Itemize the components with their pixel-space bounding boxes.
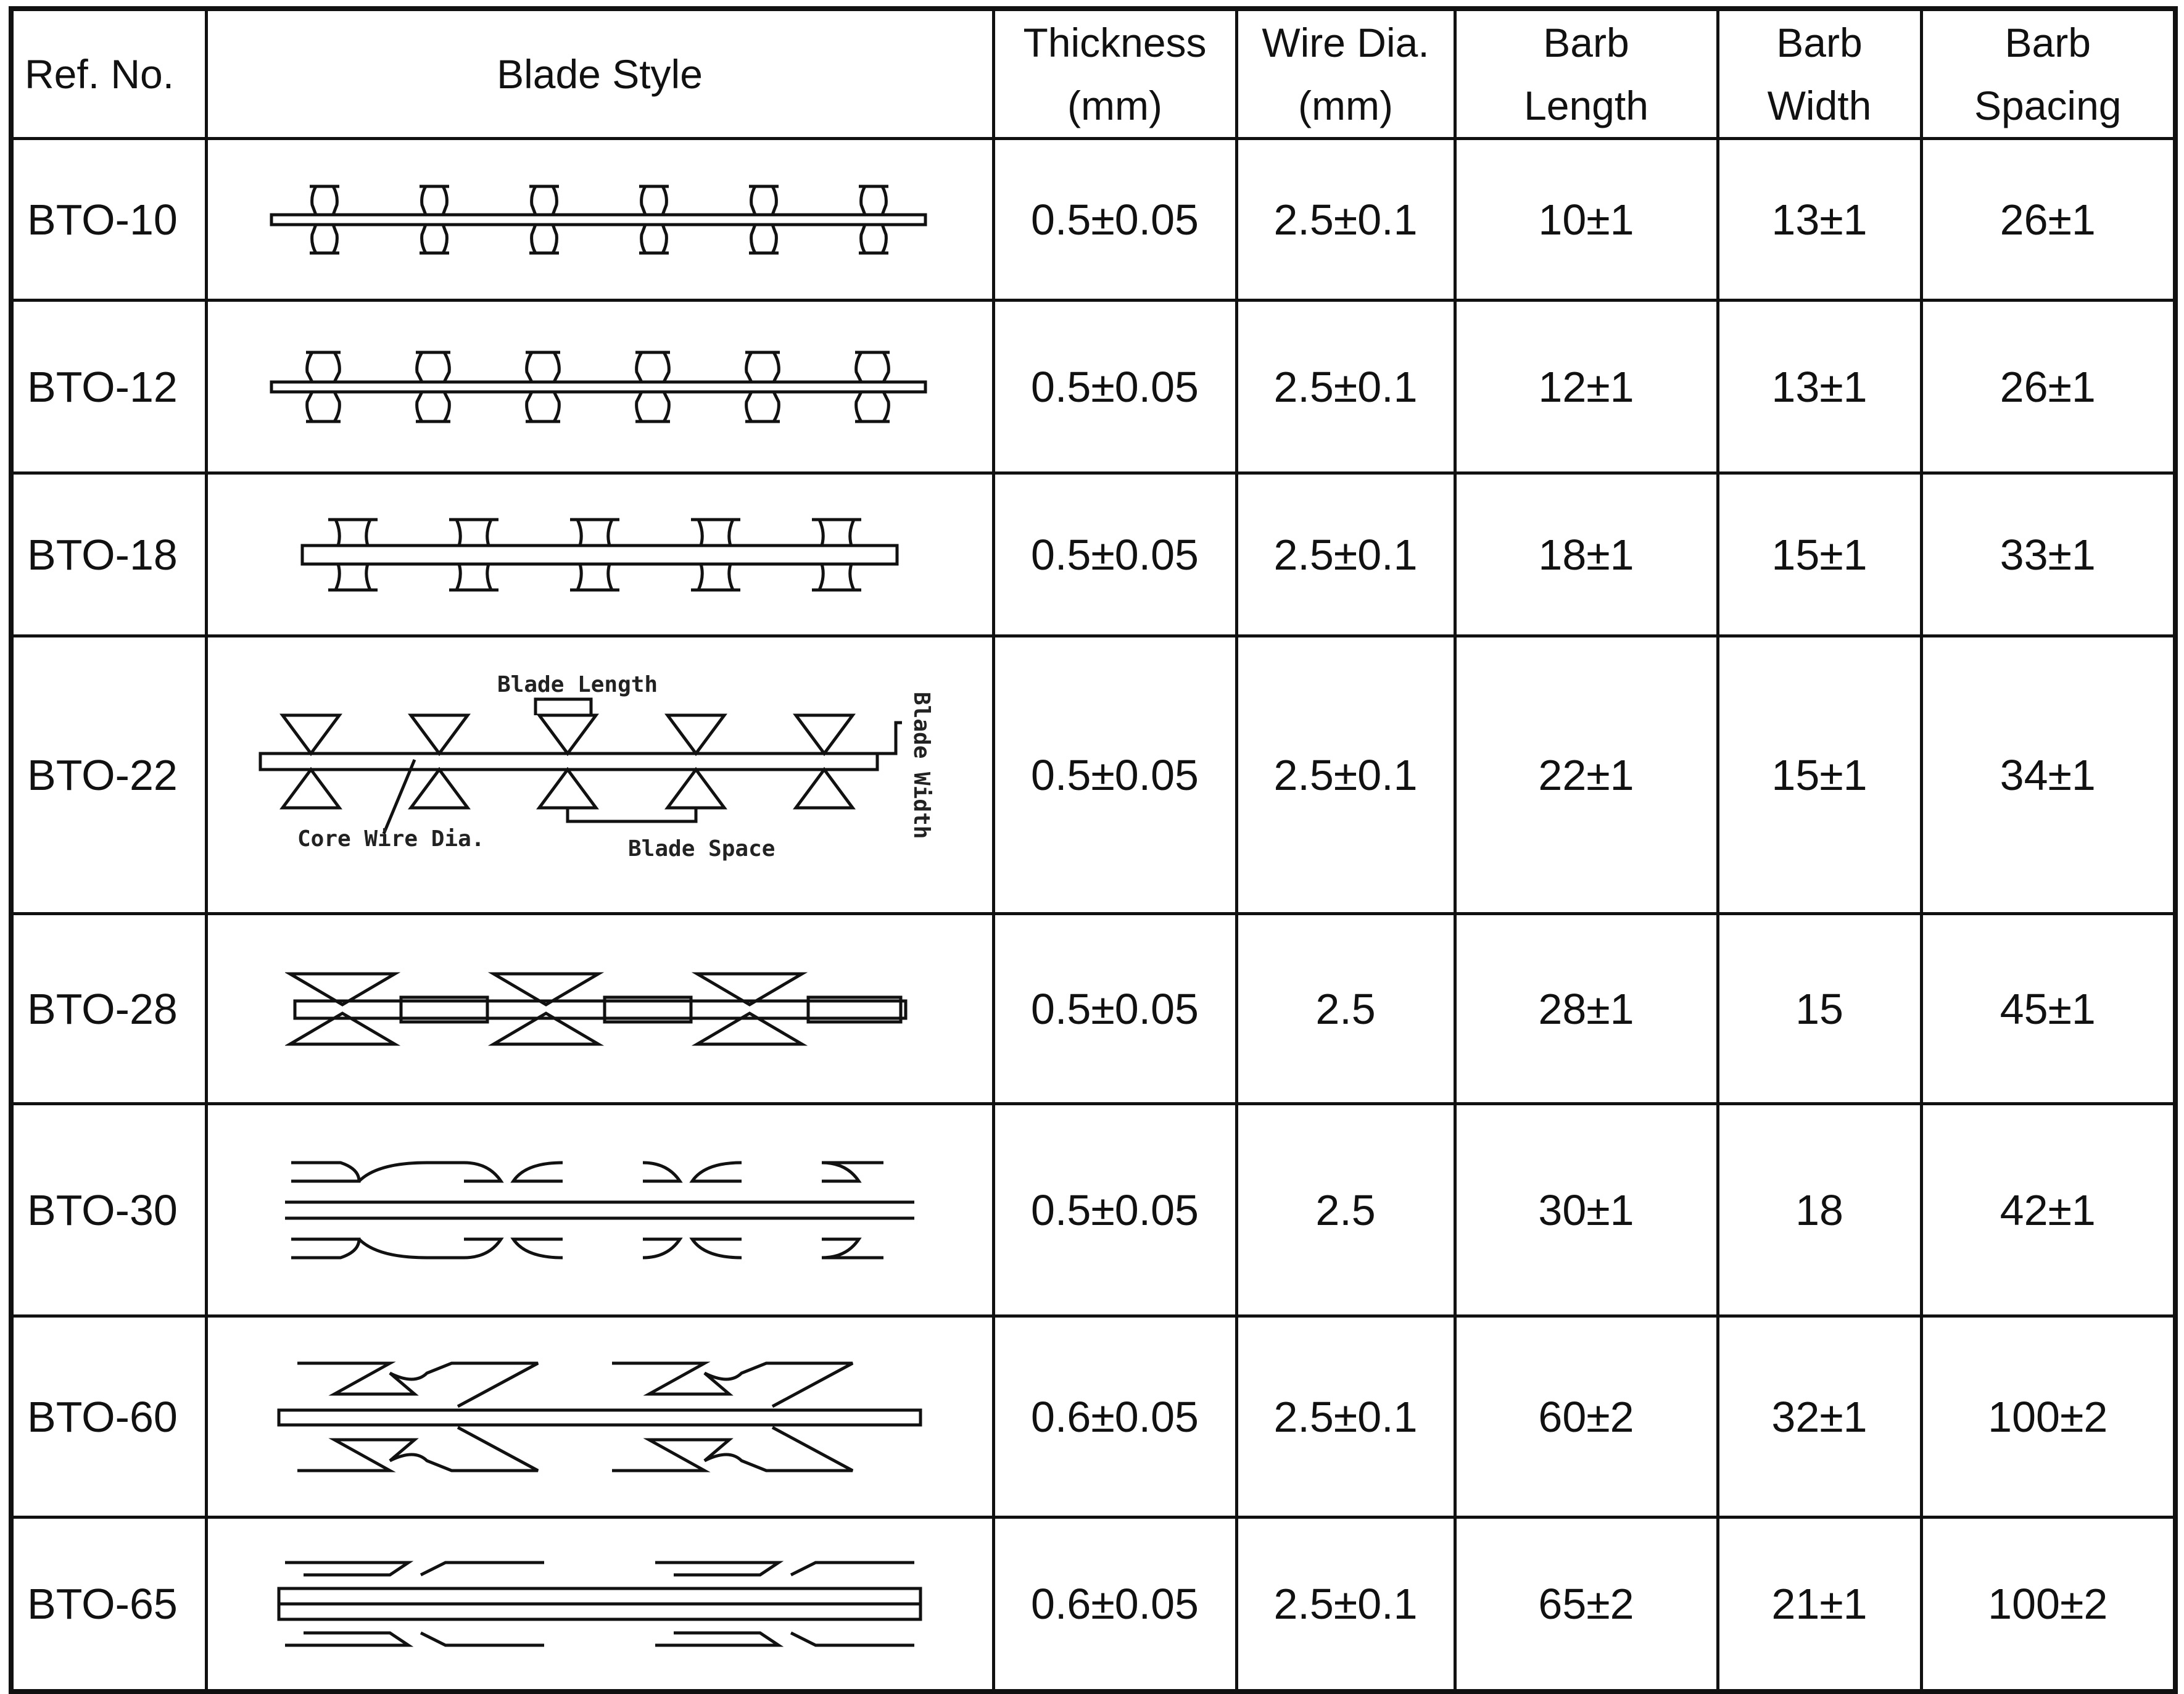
barb-width-cell: 13±1 (1718, 139, 1921, 301)
blade-bto-60-drawing (273, 1358, 927, 1476)
ref-cell: BTO-30 (11, 1104, 206, 1316)
wire-dia-cell: 2.5 (1236, 1104, 1455, 1316)
table-row (11, 473, 2175, 636)
table-row (11, 1316, 2175, 1518)
barb-width-cell: 15±1 (1718, 473, 1921, 636)
blade-bto-22-drawing (248, 673, 951, 877)
barb-length-cell: 18±1 (1455, 473, 1718, 636)
wire-dia-cell: 2.5±0.1 (1236, 473, 1455, 636)
blade-length-label: Blade Length (497, 673, 658, 697)
blade-bto-12-drawing (267, 350, 933, 424)
blade-bto-30-drawing (279, 1158, 920, 1263)
barb-spacing-cell: 34±1 (1921, 636, 2175, 914)
barb-length-cell: 60±2 (1455, 1316, 1718, 1518)
ref-cell: BTO-22 (11, 636, 206, 914)
barb-spacing-cell: 33±1 (1921, 473, 2175, 636)
spec-table (9, 6, 2178, 1694)
blade-style-cell (206, 473, 993, 636)
table-row (11, 139, 2175, 301)
thickness-cell: 0.5±0.05 (993, 473, 1236, 636)
blade-bto-10-drawing (267, 183, 933, 257)
blade-style-cell (206, 1316, 993, 1518)
header-barb-width (1718, 9, 1921, 139)
barb-length-cell: 65±2 (1455, 1518, 1718, 1692)
thickness-cell: 0.6±0.05 (993, 1316, 1236, 1518)
barb-length-cell: 22±1 (1455, 636, 1718, 914)
barb-spacing-cell: 100±2 (1921, 1316, 2175, 1518)
header-wire-dia-line2: (mm) (1298, 83, 1393, 128)
ref-cell: BTO-65 (11, 1518, 206, 1692)
header-wire-dia (1236, 9, 1455, 139)
wire-dia-cell: 2.5±0.1 (1236, 301, 1455, 473)
blade-style-cell (206, 1518, 993, 1692)
barb-length-cell: 28±1 (1455, 914, 1718, 1104)
blade-style-cell (206, 301, 993, 473)
header-thickness-line1: Thickness (1023, 20, 1207, 65)
blade-width-label: Blade Width (909, 691, 934, 839)
barb-width-cell: 13±1 (1718, 301, 1921, 473)
header-barb-length-line2: Length (1524, 83, 1648, 128)
barb-width-cell: 21±1 (1718, 1518, 1921, 1692)
barb-length-cell: 12±1 (1455, 301, 1718, 473)
blade-bto-28-drawing (285, 969, 914, 1049)
wire-dia-cell: 2.5±0.1 (1236, 139, 1455, 301)
ref-cell: BTO-10 (11, 139, 206, 301)
thickness-cell: 0.5±0.05 (993, 636, 1236, 914)
header-thickness-line2: (mm) (1067, 83, 1162, 128)
table-row (11, 636, 2175, 914)
ref-cell: BTO-60 (11, 1316, 206, 1518)
ref-cell: BTO-28 (11, 914, 206, 1104)
barb-spacing-cell: 100±2 (1921, 1518, 2175, 1692)
header-barb-length (1455, 9, 1718, 139)
table-row (11, 914, 2175, 1104)
wire-dia-cell: 2.5±0.1 (1236, 1518, 1455, 1692)
header-barb-spacing (1921, 9, 2175, 139)
barb-spacing-cell: 26±1 (1921, 301, 2175, 473)
header-wire-dia-line1: Wire Dia. (1262, 20, 1429, 65)
core-wire-dia-label: Core Wire Dia. (297, 826, 485, 852)
barb-length-cell: 10±1 (1455, 139, 1718, 301)
barb-length-cell: 30±1 (1455, 1104, 1718, 1316)
header-barb-spacing-line2: Spacing (1974, 83, 2122, 128)
barb-width-cell: 32±1 (1718, 1316, 1921, 1518)
barb-spacing-cell: 42±1 (1921, 1104, 2175, 1316)
ref-cell: BTO-12 (11, 301, 206, 473)
header-barb-width-line2: Width (1767, 83, 1872, 128)
header-thickness (993, 9, 1236, 139)
wire-dia-cell: 2.5 (1236, 914, 1455, 1104)
thickness-cell: 0.5±0.05 (993, 914, 1236, 1104)
thickness-cell: 0.6±0.05 (993, 1518, 1236, 1692)
barb-width-cell: 18 (1718, 1104, 1921, 1316)
header-barb-spacing-line1: Barb (2004, 20, 2091, 65)
table-row (11, 301, 2175, 473)
blade-style-cell (206, 636, 993, 914)
barb-spacing-cell: 45±1 (1921, 914, 2175, 1104)
blade-style-cell (206, 139, 993, 301)
blade-bto-18-drawing (297, 515, 902, 595)
barb-width-cell: 15±1 (1718, 636, 1921, 914)
blade-bto-65-drawing (273, 1558, 927, 1650)
header-ref: Ref. No. (11, 9, 206, 139)
thickness-cell: 0.5±0.05 (993, 1104, 1236, 1316)
wire-dia-cell: 2.5±0.1 (1236, 1316, 1455, 1518)
thickness-cell: 0.5±0.05 (993, 301, 1236, 473)
header-barb-length-line1: Barb (1543, 20, 1629, 65)
barb-spacing-cell: 26±1 (1921, 139, 2175, 301)
header-barb-width-line1: Barb (1776, 20, 1863, 65)
table-row (11, 1518, 2175, 1692)
blade-space-label: Blade Space (628, 836, 776, 862)
header-row (11, 9, 2175, 139)
blade-style-cell (206, 914, 993, 1104)
wire-dia-cell: 2.5±0.1 (1236, 636, 1455, 914)
table-row (11, 1104, 2175, 1316)
ref-cell: BTO-18 (11, 473, 206, 636)
header-blade-style: Blade Style (206, 9, 993, 139)
blade-style-cell (206, 1104, 993, 1316)
thickness-cell: 0.5±0.05 (993, 139, 1236, 301)
barb-width-cell: 15 (1718, 914, 1921, 1104)
